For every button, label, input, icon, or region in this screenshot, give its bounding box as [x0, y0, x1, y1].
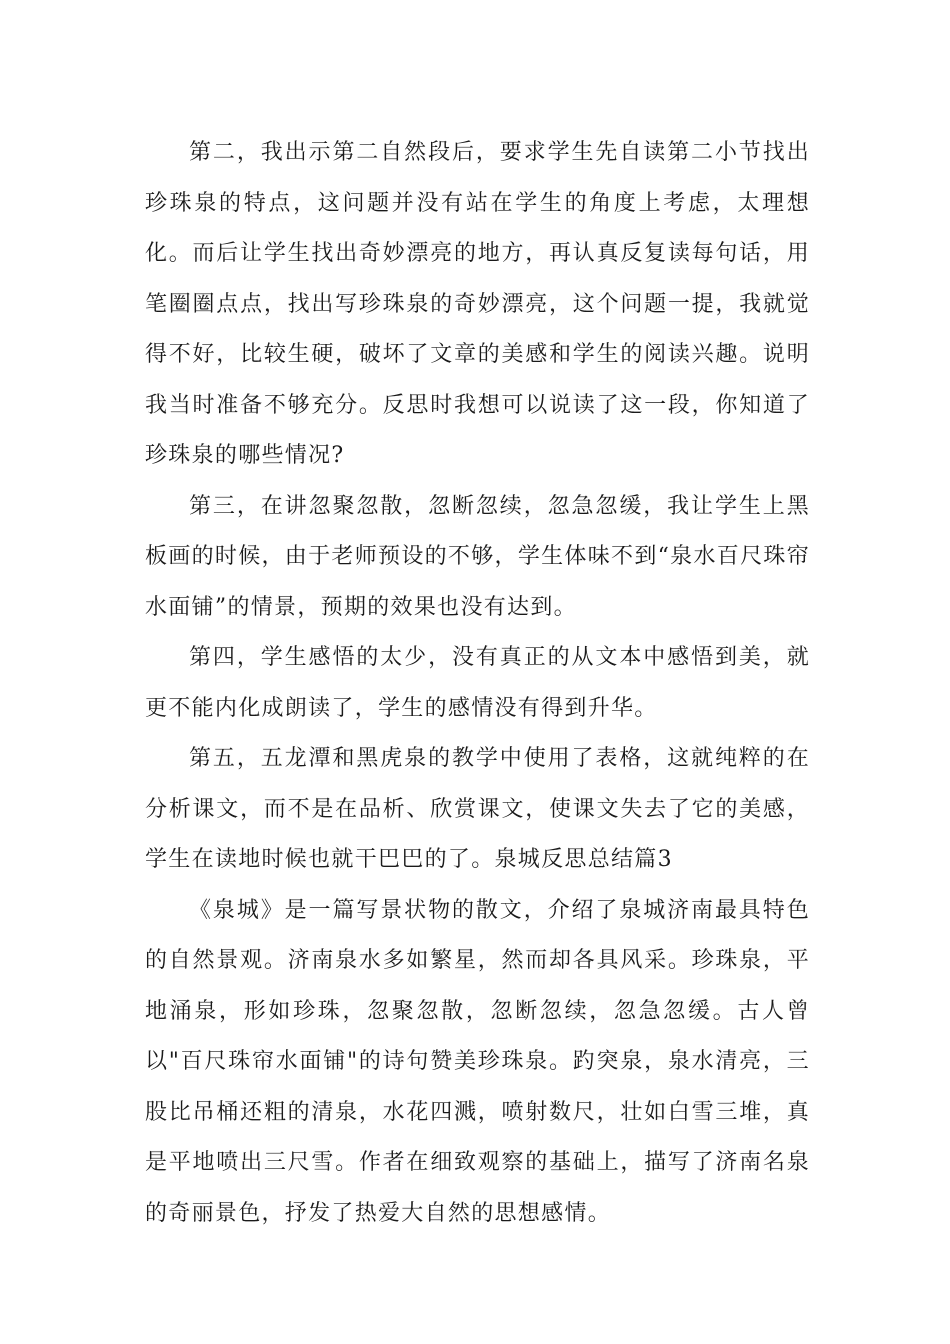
paragraph-4: 第五，五龙潭和黑虎泉的教学中使用了表格，这就纯粹的在分析课文，而不是在品析、欣赏课文，使课文失去了它的美感，学生在读地时候也就干巴巴的了。泉城反思总结篇3 — [145, 746, 810, 872]
document-body — [145, 128, 810, 1239]
paragraph-2: 第三，在讲忽聚忽散，忽断忽续，忽急忽缓，我让学生上黑板画的时候，由于老师预设的不够，学生体味不到“泉水百尺珠帘水面铺”的情景，预期的效果也没有达到。 — [145, 493, 810, 620]
paragraph-1: 第二，我出示第二自然段后，要求学生先自读第二小节找出珍珠泉的特点，这问题并没有站在学生的角度上考虑，太理想化。而后让学生找出奇妙漂亮的地方，再认真反复读每句话，用笔圈圈点点，找出写珍珠泉的奇妙漂亮，这个问题一提，我就觉得不好，比较生硬，破坏了文章的美感和学生的阅读兴趣。说明我当时准备不够充分。反思时我想可以说读了这一段，你知道了珍珠泉的哪些情况? — [145, 140, 810, 468]
paragraph-5: 《泉城》是一篇写景状物的散文，介绍了泉城济南最具特色的自然景观。济南泉水多如繁星，然而却各具风采。珍珠泉，平地涌泉，形如珍珠，忽聚忽散，忽断忽续，忽急忽缓。古人曾以"百尺珠帘水面铺"的诗句赞美珍珠泉。趵突泉，泉水清亮，三股比吊桶还粗的清泉，水花四溅，喷射数尺，壮如白雪三堆，真是平地喷出三尺雪。作者在细致观察的基础上，描写了济南名泉的奇丽景色，抒发了热爱大自然的思想感情。 — [145, 897, 810, 1226]
paragraph-3: 第四，学生感悟的太少，没有真正的从文本中感悟到美，就更不能内化成朗读了，学生的感情没有得到升华。 — [145, 645, 810, 721]
